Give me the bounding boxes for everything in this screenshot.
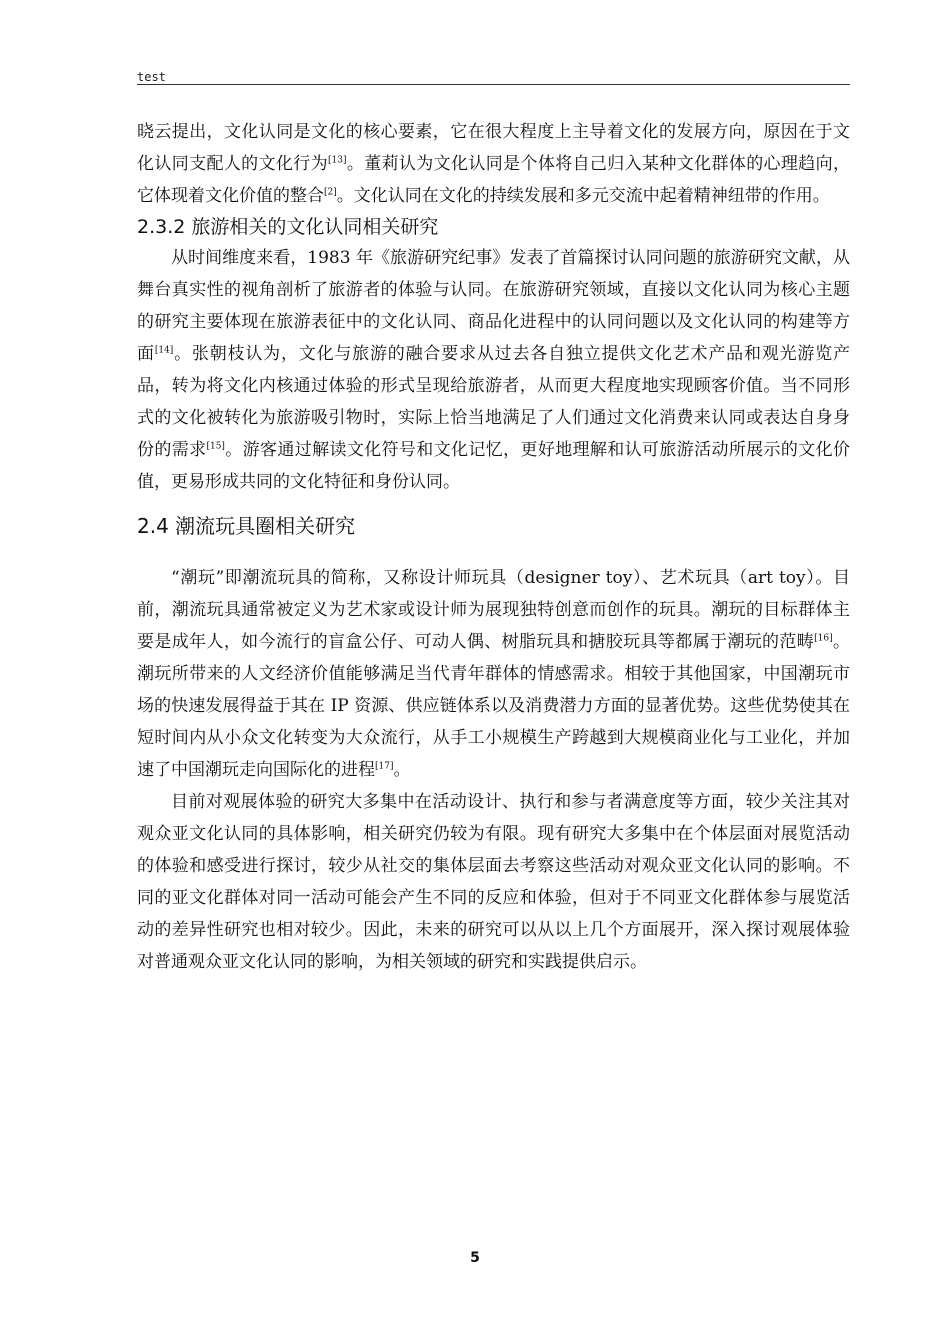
citation-reference: [14] <box>154 345 174 356</box>
text-run: 晓云提出，文化认同是文化的核心要素，它在很大程度上主导着文化的发展方向，原因在于文化认同支配人的文化行为 <box>137 122 850 174</box>
citation-reference: [17] <box>375 761 394 772</box>
citation-reference: [13] <box>328 155 347 166</box>
page-number: 5 <box>470 1250 480 1266</box>
body-paragraph <box>137 116 850 212</box>
citation-reference: [16] <box>814 633 833 644</box>
text-run: 。游客通过解读文化符号和文化记忆，更好地理解和认可旅游活动所展示的文化价值，更易形成共同的文化特征和身份认同。 <box>137 440 850 492</box>
text-run: 从时间维度来看，1983 年《旅游研究纪事》发表了首篇探讨认同问题的旅游研究文献，从舞台真实性的视角剖析了旅游者的体验与认同。在旅游研究领域，直接以文化认同为核心主题的研究主要体现在旅游表征中的文化认同、商品化进程中的认同问题以及文化认同的构建等方面 <box>137 248 850 364</box>
text-run: 目前对观展体验的研究大多集中在活动设计、执行和参与者满意度等方面，较少关注其对观众亚文化认同的具体影响，相关研究仍较为有限。现有研究大多集中在个体层面对展览活动的体验和感受进行探讨，较少从社交的集体层面去考察这些活动对观众亚文化认同的影响。不同的亚文化群体对同一活动可能会产生不同的反应和体验，但对于不同亚文化群体参与展览活动的差异性研究也相对较少。因此，未来的研究可以从以上几个方面展开，深入探讨观展体验对普通观众亚文化认同的影响，为相关领域的研究和实践提供启示。 <box>137 792 850 972</box>
text-run: 。 <box>393 760 411 780</box>
body-paragraph <box>137 562 850 786</box>
header-divider <box>137 84 850 85</box>
text-run: 。文化认同在文化的持续发展和多元交流中起着精神纽带的作用。 <box>336 186 830 206</box>
citation-reference: [15] <box>206 441 225 452</box>
citation-reference: [2] <box>324 187 337 198</box>
text-run: 。潮玩所带来的人文经济价值能够满足当代青年群体的情感需求。相较于其他国家，中国潮玩市场的快速发展得益于其在 IP 资源、供应链体系以及消费潜力方面的显著优势。这些优势使其在短时间内从小众文化转变为大众流行，从手工小规模生产跨越到大规模商业化与工业化，并加速了中国潮玩走向国际化的进程 <box>137 632 851 780</box>
body-paragraph <box>137 786 850 978</box>
page-header-text: test <box>137 70 166 84</box>
body-paragraph <box>137 242 850 498</box>
text-run: 2.3.2 旅游相关的文化认同相关研究 <box>137 216 439 238</box>
text-run: 2.4 潮流玩具圈相关研究 <box>137 514 356 538</box>
text-run: “潮玩”即潮流玩具的简称，又称设计师玩具（designer toy）、艺术玩具（art toy）。目前，潮流玩具通常被定义为艺术家或设计师为展现独特创意而创作的玩具。潮玩的目标群体主要是成年人，如今流行的盲盒公仔、可动人偶、树脂玩具和搪胶玩具等都属于潮玩的范畴 <box>137 568 850 652</box>
section-heading <box>137 512 850 540</box>
text-run: 。董莉认为文化认同是个体将自己归入某种文化群体的心理趋向，它体现着文化价值的整合 <box>137 154 851 206</box>
subsection-heading <box>137 213 850 241</box>
document-body <box>137 116 850 978</box>
text-run: 。张朝枝认为，文化与旅游的融合要求从过去各自独立提供文化艺术产品和观光游览产品，转为将文化内核通过体验的形式呈现给旅游者，从而更大程度地实现顾客价值。当不同形式的文化被转化为旅游吸引物时，实际上恰当地满足了人们通过文化消费来认同或表达自身身份的需求 <box>137 344 851 460</box>
